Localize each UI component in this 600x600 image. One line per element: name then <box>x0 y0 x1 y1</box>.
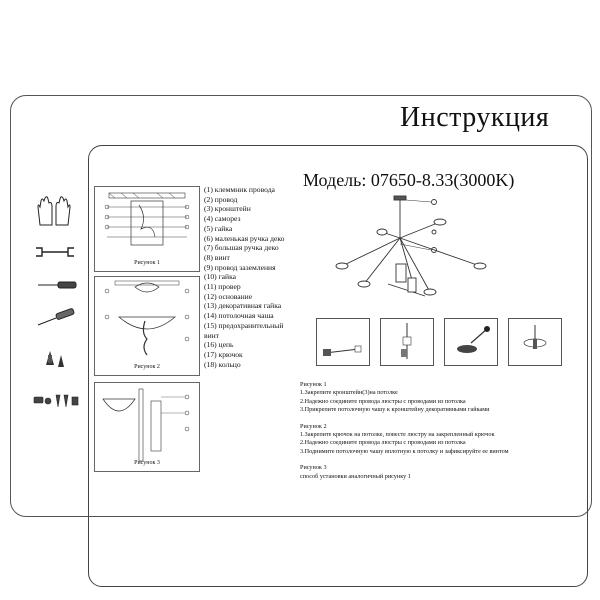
part-item: (16) цепь <box>204 340 234 350</box>
part-item: (5) гайка <box>204 223 233 233</box>
parts-list <box>204 185 304 369</box>
part-item: (12) основание <box>204 291 253 301</box>
screwdriver-icon <box>38 308 74 325</box>
step-line: способ установки аналогичный рисунку 1 <box>300 472 411 480</box>
figure-3-caption: Рисунок 3 <box>134 460 160 466</box>
part-item: (3) кронштейн <box>204 204 251 214</box>
part-item: (8) винт <box>204 252 230 262</box>
figure-2 <box>94 276 200 376</box>
figure-3 <box>94 382 200 472</box>
gloves-icon <box>38 197 70 225</box>
tools-column <box>28 185 88 425</box>
part-item: (7) большая ручка деко <box>204 243 279 253</box>
part-item: (17) крючок <box>204 349 243 359</box>
part-item: (15) предохранительный <box>204 320 284 330</box>
chandelier-drawing <box>330 192 560 312</box>
assembly-steps <box>300 381 560 481</box>
step-heading: Рисунок 3 <box>300 464 327 472</box>
part-item: (4) саморез <box>204 214 241 224</box>
figure-3-drawing <box>95 383 199 471</box>
step-line: 2.Надежно соедините провода люстры с проводами из потолка <box>300 397 466 405</box>
part-item: (14) потолочная чаша <box>204 311 274 321</box>
part-item: (18) кольцо <box>204 359 241 369</box>
part-item: (11) провер <box>204 282 241 292</box>
step-thumbnail <box>508 318 562 366</box>
step-heading: Рисунок 2 <box>300 422 327 430</box>
step-thumbnails <box>316 318 566 368</box>
part-item: (6) маленькая ручка деко <box>204 233 285 243</box>
figures-column <box>94 186 198 471</box>
anchor-bolts-icon <box>46 351 64 367</box>
step-heading: Рисунок 1 <box>300 381 327 388</box>
part-item: (13) декоративная гайка <box>204 301 282 311</box>
step-line: 1.Закрепите кронштейн(3)на потолке <box>300 389 398 397</box>
part-item: (2) провод <box>204 194 238 204</box>
figure-1-caption: Рисунок 1 <box>134 260 160 266</box>
step-line: 2.Надежно соедините провода люстры с проводами из потолка <box>300 439 466 447</box>
screwdriver-icon <box>38 282 76 288</box>
figure-1 <box>94 186 200 272</box>
step-thumbnail <box>444 318 498 366</box>
figure-2-drawing <box>95 277 199 375</box>
part-item: винт <box>204 330 220 340</box>
fasteners-icon <box>34 395 78 407</box>
wrench-icon <box>36 248 74 256</box>
page-title: Инструкция <box>400 102 550 133</box>
part-item: (10) гайка <box>204 272 237 282</box>
step-line: 1.Закрепите крючок на потолке, повесте люстру на закрепленный крючок <box>300 431 495 439</box>
step-thumbnail <box>380 318 434 366</box>
step-thumbnail <box>316 318 370 366</box>
model-label: Модель: 07650-8.33(3000K) <box>303 170 515 190</box>
step-line: 3.Прикрепите потолочную чашу к кронштейну декоративными гайками <box>300 406 490 414</box>
figure-2-caption: Рисунок 2 <box>134 364 160 370</box>
part-item: (9) провод заземления <box>204 262 276 272</box>
step-line: 3.Поднимите потолочную чашу вплотную к потолку и зафиксируйте ее винтом <box>300 447 509 455</box>
part-item: (1) клеммник провода <box>204 185 275 194</box>
figure-1-drawing <box>95 187 199 271</box>
